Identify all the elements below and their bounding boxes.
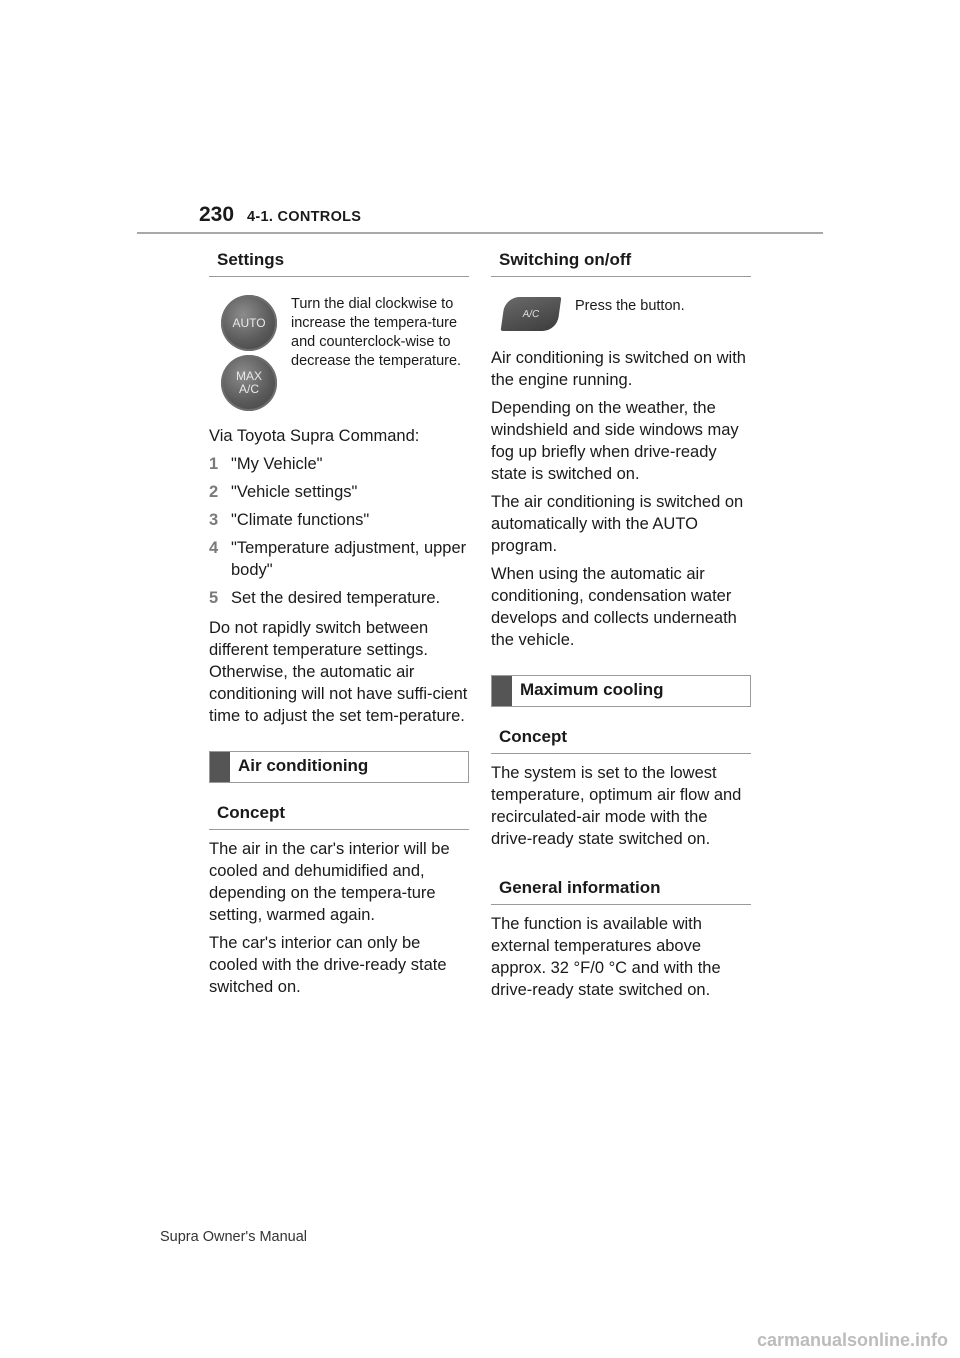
air-conditioning-heading-text: Air conditioning: [238, 756, 369, 775]
footer-manual-title: Supra Owner's Manual: [160, 1229, 308, 1245]
ac-paragraph-1: Air conditioning is switched on with the engine running.: [491, 349, 746, 389]
auto-button-label: AUTO: [232, 315, 266, 330]
dial-controls: [209, 295, 469, 411]
ac-button-image: [501, 297, 562, 331]
section-marker: [492, 676, 512, 706]
step-text: "Climate functions": [231, 511, 370, 529]
max-cooling-concept-text: The system is set to the lowest temperature, optimum air flow and recirculated-air mode with the drive-ready state switched on.: [491, 764, 742, 848]
via-command-text: Via Toyota Supra Command:: [209, 427, 420, 445]
maximum-cooling-section-heading: [491, 675, 751, 707]
general-information-text: The function is available with external temperatures above approx. 32 °F/0 °C and with the drive-ready state switched on.: [491, 915, 721, 999]
concept-heading-right: Concept: [491, 717, 751, 754]
list-item: [209, 481, 469, 503]
general-information-heading: General information: [491, 868, 751, 905]
step-number: 1: [209, 455, 219, 473]
list-item: [209, 509, 469, 531]
watermark: carmanualsonline.info: [756, 1330, 948, 1350]
ac-paragraph-4: When using the automatic air conditioning, condensation water develops and collects underneath the vehicle.: [491, 565, 737, 649]
concept-heading: Concept: [209, 793, 469, 830]
climate-button-stack: [209, 295, 277, 411]
ac-label: A/C: [238, 382, 259, 396]
air-conditioning-section-heading: [209, 751, 469, 783]
rapid-switch-warning: Do not rapidly switch between different temperature settings. Otherwise, the automatic air conditioning will not have suffi-cient time to adjust the set tem-perature.: [209, 619, 468, 725]
chapter-title: 4-1. CONTROLS: [247, 209, 362, 225]
step-number: 5: [209, 589, 219, 607]
right-column: [491, 240, 751, 1007]
list-item: [209, 587, 469, 609]
auto-button-image: [221, 295, 277, 351]
step-text: "My Vehicle": [231, 455, 323, 473]
section-marker: [210, 752, 230, 782]
step-text: "Temperature adjustment, upper body": [231, 539, 467, 579]
concept-paragraph-2: The car's interior can only be cooled with the drive-ready state switched on.: [209, 934, 447, 996]
max-label: MAX: [235, 369, 262, 383]
step-text: "Vehicle settings": [231, 483, 358, 501]
page-number: 230: [199, 203, 235, 226]
header-divider: [137, 232, 823, 234]
concept-paragraph-1: The air in the car's interior will be cooled and dehumidified and, depending on the tempera-ture setting, warmed again.: [209, 840, 450, 924]
ac-paragraph-2: Depending on the weather, the windshield and side windows may fog up briefly when drive-ready state is switched on.: [491, 399, 739, 483]
press-button-text: Press the button.: [575, 298, 685, 314]
maximum-cooling-heading-text: Maximum cooling: [520, 680, 664, 699]
step-number: 4: [209, 539, 219, 557]
max-ac-button-label: [236, 370, 262, 396]
step-number: 3: [209, 511, 219, 529]
ac-button-row: [491, 297, 751, 331]
list-item: [209, 537, 469, 581]
dial-instructions: Turn the dial clockwise to increase the tempera-ture and counterclock-wise to decrease the temperature.: [291, 296, 462, 369]
step-number: 2: [209, 483, 219, 501]
steps-list: [209, 453, 469, 609]
switching-heading: Switching on/off: [491, 240, 751, 277]
ac-paragraph-3: The air conditioning is switched on automatically with the AUTO program.: [491, 493, 744, 555]
max-ac-button-image: [221, 355, 277, 411]
ac-button-label: A/C: [521, 308, 541, 320]
left-column: [209, 240, 469, 1004]
settings-heading: Settings: [209, 240, 469, 277]
step-text: Set the desired temperature.: [231, 589, 441, 607]
list-item: [209, 453, 469, 475]
